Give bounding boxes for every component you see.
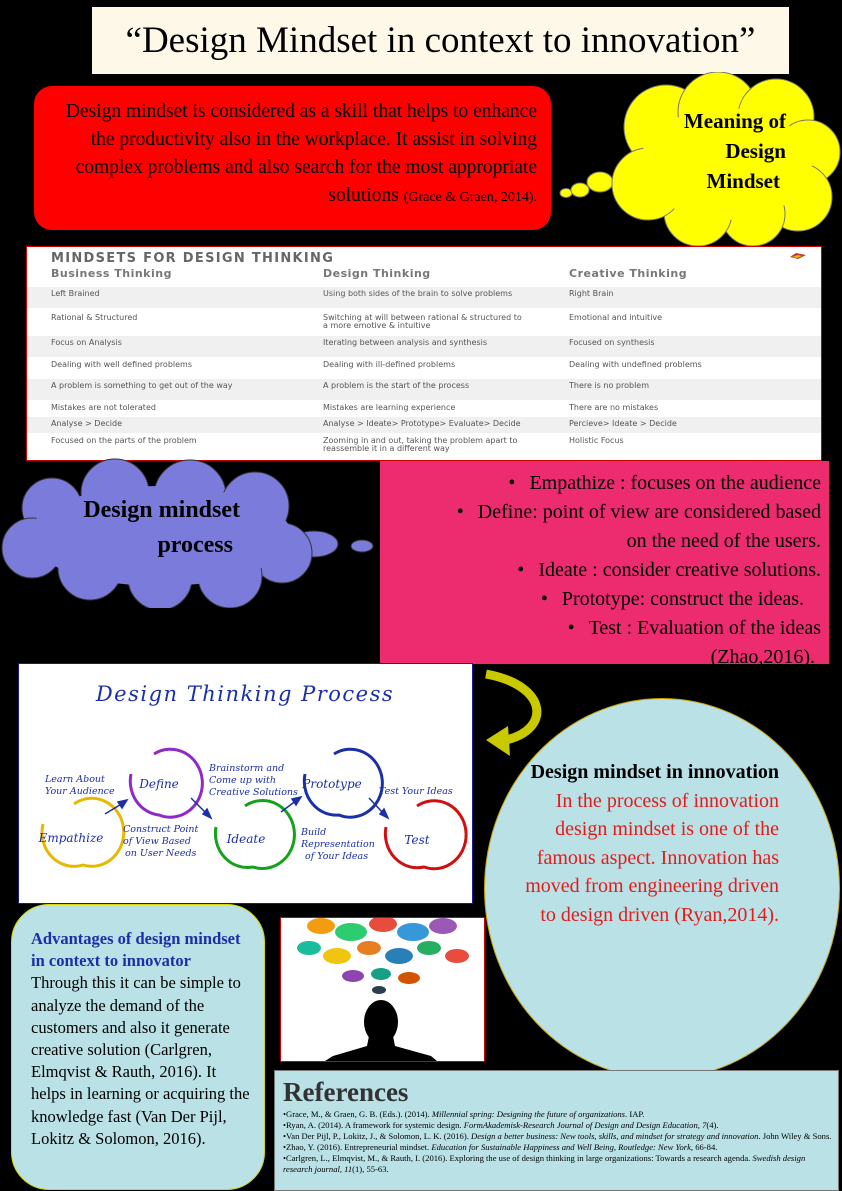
stage-prototype: Prototype	[302, 777, 362, 791]
table-cell: Emotional and intuitive	[569, 313, 663, 322]
reference-item: •Carlgren, L., Elmqvist, M., & Rauth, I. (2016). Exploring the use of design thinking in large organizations: Towards a research agenda. Swedish design research journal, 11(1), 55-63.	[283, 1153, 806, 1174]
design-thinking-diagram	[18, 663, 473, 904]
advantages-heading: Advantages of design mindset in context to innovator	[31, 929, 241, 971]
definition-box	[34, 86, 551, 230]
table-row	[27, 379, 821, 400]
table-cell: Focused on synthesis	[569, 338, 655, 347]
note-build-3: of Your Ideas	[305, 851, 369, 862]
table-cell: There is no problem	[569, 381, 649, 390]
reference-item: •Ryan, A. (2014). A framework for systemic design. FormAkademisk-Research Journal of Design and Design Education, 7(4).	[283, 1120, 719, 1130]
table-row	[27, 287, 821, 308]
table-cell: Focus on Analysis	[51, 338, 122, 347]
advantages-text: Through this it can be simple to analyze the demand of the customers and also it generate creative solution (Carlgren, Elmqvist & Rauth, 2016). It helps in learning or acquiring the knowledge fast (Van Der Pijl, Lokitz & Solomon, 2016).	[31, 973, 250, 1148]
silhouette-head	[325, 1000, 437, 1061]
table-cell: Iterating between analysis and synthesis	[323, 338, 487, 347]
poster-title: “Design Mindset in context to innovation”	[91, 6, 790, 75]
table-row	[27, 401, 821, 417]
header-business: Business Thinking	[51, 267, 172, 280]
table-cell: There are no mistakes	[569, 403, 659, 412]
references-title: References	[283, 1077, 409, 1107]
meaning-line-3: Mindset	[706, 169, 780, 193]
note-test-1: Test Your Ideas	[379, 786, 453, 797]
table-cell: Focused on the parts of the problem	[51, 436, 197, 445]
step-text: Define: point of view are considered based on the need of the users.	[477, 501, 821, 552]
definition-text: Design mindset is considered as a skill that helps to enhance the productivity also in the workplace. It assist in solving complex problems and also search for the most appropriate solutions	[65, 101, 537, 206]
meaning-cloud-label	[640, 106, 786, 196]
innovation-heading: Design mindset in innovation	[530, 761, 779, 783]
innovation-text-block	[520, 758, 779, 929]
definition-citation: (Grace & Graen, 2014).	[403, 190, 537, 205]
innovation-citation: (Ryan,2014).	[674, 903, 779, 926]
table-cell: Dealing with ill-defined problems	[323, 360, 456, 369]
table-cell: Using both sides of the brain to solve problems	[323, 289, 513, 298]
note-construct-3: on User Needs	[125, 848, 197, 859]
reference-item: •Grace, M., & Graen, G. B. (Eds.). (2014). Millennial spring: Designing the future of organizations. IAP.	[283, 1109, 645, 1119]
stage-ideate: Ideate	[226, 832, 266, 846]
table-row	[27, 434, 821, 460]
table-cell: Analyse > Decide	[51, 419, 122, 428]
stage-test: Test	[404, 833, 430, 847]
list-item: • Empathize : focuses on the audience	[508, 472, 821, 494]
reference-item: •Van Der Pijl, P., Lokitz, J., & Solomon, L. K. (2016). Design a better business: New tools, skills, and mindset for strategy and innovation. John Wiley & Sons.	[283, 1131, 832, 1141]
note-brainstorm-3: Creative Solutions	[209, 787, 298, 798]
innovation-text: In the process of innovation design mindset is one of the famous aspect. Innovation has moved from engineering driven to design driven	[525, 789, 779, 926]
table-cell: Dealing with undefined problems	[569, 360, 702, 369]
meaning-line-2: Design	[725, 139, 786, 163]
step-text: Prototype: construct the ideas.	[561, 588, 804, 610]
diagram-canvas	[19, 664, 472, 903]
table-cell: Rational & Structured	[51, 313, 138, 322]
note-build-1: Build	[301, 827, 327, 838]
table-row	[27, 336, 821, 357]
process-steps-box	[380, 461, 829, 668]
note-learn-1: Learn About	[45, 774, 105, 785]
reference-item: •Zhao, Y. (2016). Entrepreneurial mindset. Education for Sustainable Happiness and Well Being, Routledge: New York, 66-84.	[283, 1142, 718, 1152]
advantages-box	[11, 904, 265, 1190]
table-cell: Left Brained	[51, 289, 100, 298]
diagram-title: Design Thinking Process	[95, 682, 395, 706]
table-cell: Zooming in and out, taking the problem apart to reassemble it in a different way	[323, 436, 518, 453]
table-cell: A problem is something to get out of the way	[51, 381, 233, 390]
stage-empathize: Empathize	[38, 831, 104, 845]
step-text: Ideate : consider creative solutions.	[538, 559, 821, 581]
table-row	[27, 311, 821, 333]
table-title: MINDSETS FOR DESIGN THINKING	[51, 251, 335, 266]
note-build-2: Representation	[301, 839, 375, 850]
ideas-head-illustration	[280, 917, 485, 1062]
table-cell: Percieve> Ideate > Decide	[569, 419, 677, 428]
table-cell: A problem is the start of the process	[323, 381, 470, 390]
brand-logo-icon	[789, 252, 807, 260]
note-learn-2: Your Audience	[45, 786, 115, 797]
table-row	[27, 417, 821, 433]
step-text: Empathize : focuses on the audience	[529, 472, 821, 494]
stage-define: Define	[139, 777, 179, 791]
process-line-1: Design mindset	[83, 497, 240, 523]
process-steps-list	[380, 469, 821, 672]
note-brainstorm-1: Brainstorm and	[209, 763, 285, 774]
note-brainstorm-2: Come up with	[209, 775, 276, 786]
note-construct-2: of View Based	[123, 836, 191, 847]
table-cell: Switching at will between rational & structured to a more emotive & intuitive	[323, 313, 522, 330]
note-construct-1: Construct Point	[123, 824, 199, 835]
process-citation: (Zhao,2016).	[710, 646, 815, 668]
header-creative: Creative Thinking	[569, 267, 688, 280]
table-row	[27, 358, 821, 378]
list-item: • Define: point of view are considered based on the need of the users.	[456, 501, 821, 552]
mindsets-table	[26, 246, 822, 461]
speech-bubbles	[297, 918, 469, 994]
table-cell: Analyse > Ideate> Prototype> Evaluate> Decide	[323, 419, 521, 428]
table-cell: Holistic Focus	[569, 436, 624, 445]
table-cell: Dealing with well defined problems	[51, 360, 193, 369]
list-item: • Test : Evaluation of the ideas	[567, 617, 821, 639]
process-cloud-label	[40, 493, 240, 563]
references-box	[274, 1070, 839, 1191]
table-cell: Right Brain	[569, 289, 614, 298]
list-item: • Prototype: construct the ideas.	[540, 588, 804, 610]
head-illustration-svg	[281, 918, 484, 1061]
process-line-2: process	[157, 532, 233, 558]
meaning-line-1: Meaning of	[683, 109, 786, 133]
step-text: Test : Evaluation of the ideas	[588, 617, 821, 639]
header-design: Design Thinking	[323, 267, 431, 280]
list-item: • Ideate : consider creative solutions.	[517, 559, 821, 581]
table-cell: Mistakes are not tolerated	[51, 403, 156, 412]
table-cell: Mistakes are learning experience	[323, 403, 456, 412]
table-header-row	[27, 267, 821, 283]
